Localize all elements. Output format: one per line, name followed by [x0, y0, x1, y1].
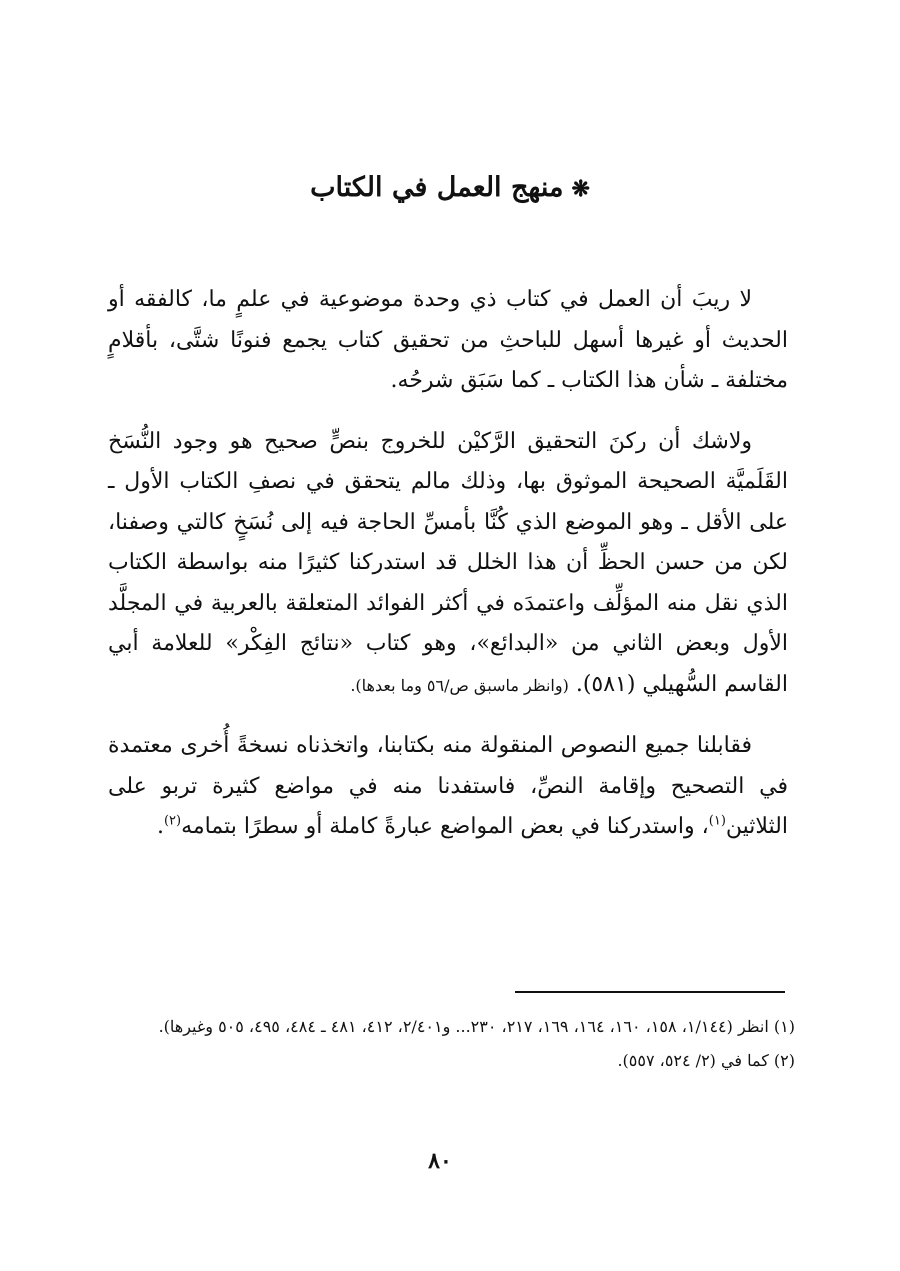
page-number: ٨٠	[428, 1148, 452, 1174]
paragraph-3-text-a: فقابلنا جميع النصوص المنقولة منه بكتابنا، واتخذناه نسخةً أُخرى معتمدة في التصحيح وإقامة النصِّ، فاستفدنا منه في مواضع كثيرة تربو على الثلاثين	[108, 733, 788, 839]
footnote-divider	[515, 991, 785, 993]
paragraph-1-text: لا ريبَ أن العمل في كتاب ذي وحدة موضوعية في علمٍ ما، كالفقه أو الحديث أو غيرها أسهل للباحثِ من تحقيق كتاب يجمع فنونًا شتَّى، بأقلامٍ مختلفة ـ شأن هذا الكتاب ـ كما سَبَق شرحُه.	[108, 287, 788, 393]
section-title: منهج العمل في الكتاب	[310, 172, 564, 203]
footnote-2-marker: (٢)	[773, 1051, 795, 1070]
paragraph-1	[108, 280, 788, 402]
footnote-2-text: كما في (٢/ ٥٢٤، ٥٥٧).	[617, 1051, 769, 1070]
footnote-1	[105, 1010, 795, 1044]
footnote-1-marker: (١)	[773, 1017, 795, 1036]
section-heading	[90, 168, 810, 209]
cross-reference-note: (وانظر ماسبق ص/٥٦ وما بعدها).	[350, 675, 569, 695]
footnote-1-text: انظر (١/١٤٤، ١٥٨، ١٦٠، ١٦٤، ١٦٩، ٢١٧، ٢٣٠... و٢/٤٠١، ٤١٢، ٤٨١ ـ ٤٨٤، ٤٩٥، ٥٠٥ وغيرها).	[158, 1017, 769, 1036]
paragraph-3-text-end: .	[156, 814, 164, 839]
asterism-icon: ❋	[571, 176, 590, 202]
paragraph-2	[108, 422, 788, 707]
footnote-ref-2: (٢)	[163, 813, 182, 829]
paragraph-3-text-b: ، واستدركنا في بعض المواضع عبارةً كاملة أو سطرًا بتمامه	[181, 814, 709, 839]
footnote-2	[105, 1044, 795, 1078]
paragraph-3	[108, 726, 788, 848]
footnotes	[105, 1010, 795, 1078]
footnote-ref-1: (١)	[708, 813, 726, 829]
body-text	[108, 280, 788, 868]
paragraph-2-text: ولاشك أن ركنَ التحقيق الرَّكيْن للخروج بنصٍّ صحيح هو وجود النُّسَخ القَلَميَّة الصحيحة الموثوق بها، وذلك مالم يتحقق في نصفِ الكتاب الأول ـ على الأقل ـ وهو الموضع الذي كُنَّا بأمسِّ الحاجة فيه إلى نُسَخٍ كالتي وصفنا، لكن من حسن الحظِّ أن هذا الخلل قد استدركنا كثيرًا منه بواسطة الكتاب الذي نقل منه المؤلِّف واعتمدَه في أكثر الفوائد المتعلقة بالعربية في المجلَّد الأول وبعض الثاني من «البدائع»، وهو كتاب «نتائج الفِكْر» للعلامة أبي القاسم السُّهيلي (٥٨١).	[108, 428, 788, 697]
